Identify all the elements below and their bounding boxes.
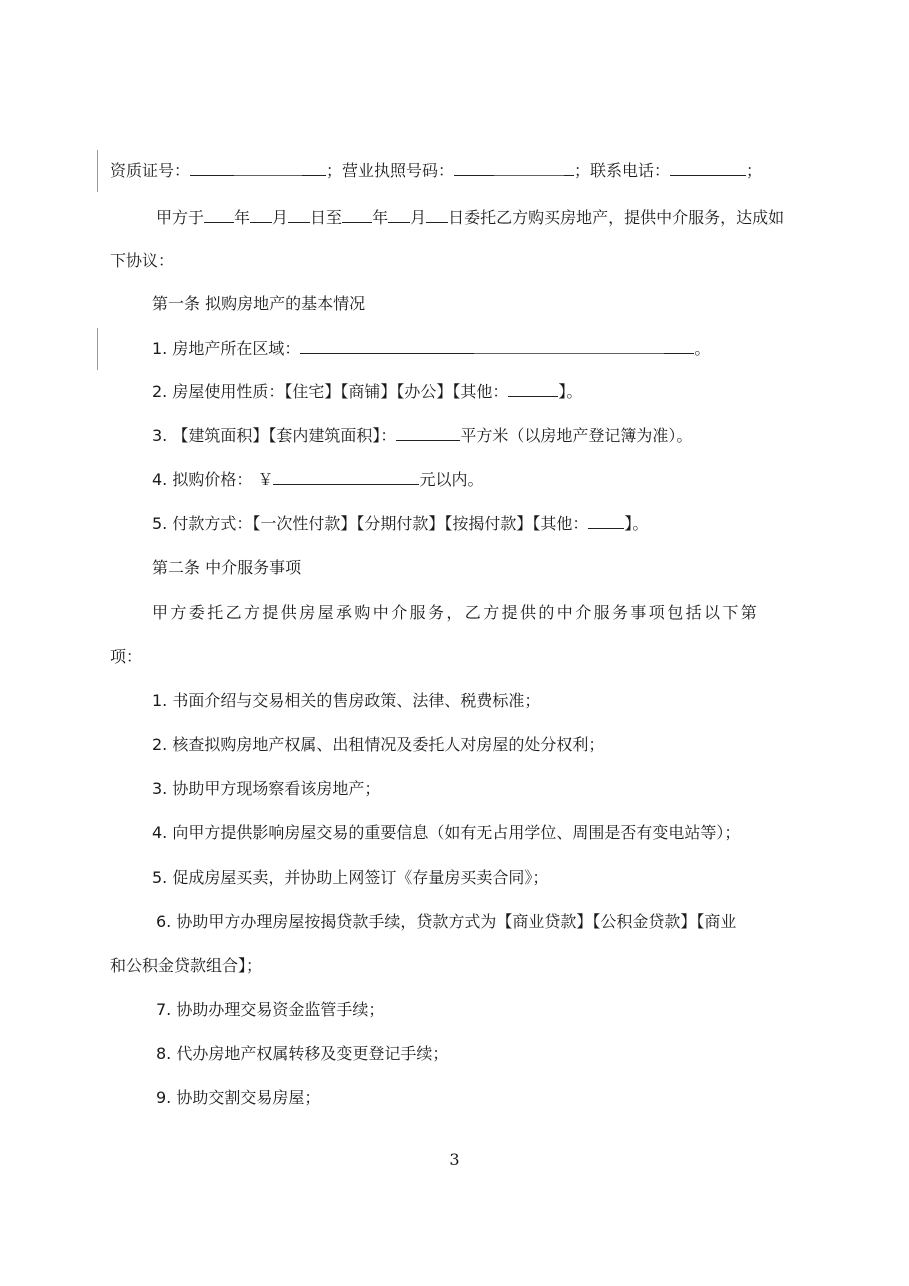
art1-item-1: 1. 房地产所在区域： 。 — [152, 339, 711, 358]
art2-desc-line-1: 甲方委托乙方提供房屋承购中介服务，乙方提供的中介服务事项包括以下第 — [152, 603, 760, 622]
article-1-title: 第一条 拟购房地产的基本情况 — [152, 294, 366, 313]
art2-item: 1. 书面介绍与交易相关的售房政策、法律、税费标准； — [152, 691, 541, 710]
art2-item: 4. 向甲方提供影响房屋交易的重要信息（如有无占用学位、周围是否有变电站等）； — [152, 823, 741, 842]
revision-bar — [97, 328, 98, 370]
header-line: 资质证号： ；营业执照号码： ；联系电话： ； — [110, 161, 763, 180]
art2-desc-line-2: 项： — [110, 647, 143, 666]
art2-item-continuation: 和公积金贷款组合】； — [110, 956, 263, 975]
intro-line-2: 下协议： — [110, 251, 175, 270]
art1-item-3: 3. 【建筑面积】【套内建筑面积】： 平方米（以房地产登记簿为准）。 — [152, 426, 693, 445]
page-number: 3 — [449, 1150, 460, 1169]
intro-line-1: 甲方于 年 月 日至 年 月 日委托乙方购买房地产，提供中介服务，达成如 — [156, 208, 785, 227]
art2-item: 9. 协助交割交易房屋； — [156, 1088, 321, 1107]
art1-item-2: 2. 房屋使用性质：【住宅】【商铺】【办公】【其他： 】。 — [152, 382, 583, 401]
art2-item: 6. 协助甲方办理房屋按揭贷款手续，贷款方式为【商业贷款】【公积金贷款】【商业 — [156, 912, 737, 931]
art2-item: 8. 代办房地产权属转移及变更登记手续； — [156, 1044, 449, 1063]
article-2-title: 第二条 中介服务事项 — [152, 558, 302, 577]
art1-item-4: 4. 拟购价格： ￥ 元以内。 — [152, 470, 484, 489]
art2-item: 7. 协助办理交易资金监管手续； — [156, 1000, 385, 1019]
art2-item: 2. 核查拟购房地产权属、出租情况及委托人对房屋的处分权利； — [152, 735, 605, 754]
art2-item: 5. 促成房屋买卖，并协助上网签订《存量房买卖合同》； — [152, 868, 549, 887]
revision-bar — [97, 150, 98, 192]
art1-item-5: 5. 付款方式：【一次性付款】【分期付款】【按揭付款】【其他： 】。 — [152, 514, 649, 533]
art2-item: 3. 协助甲方现场察看该房地产； — [152, 779, 381, 798]
